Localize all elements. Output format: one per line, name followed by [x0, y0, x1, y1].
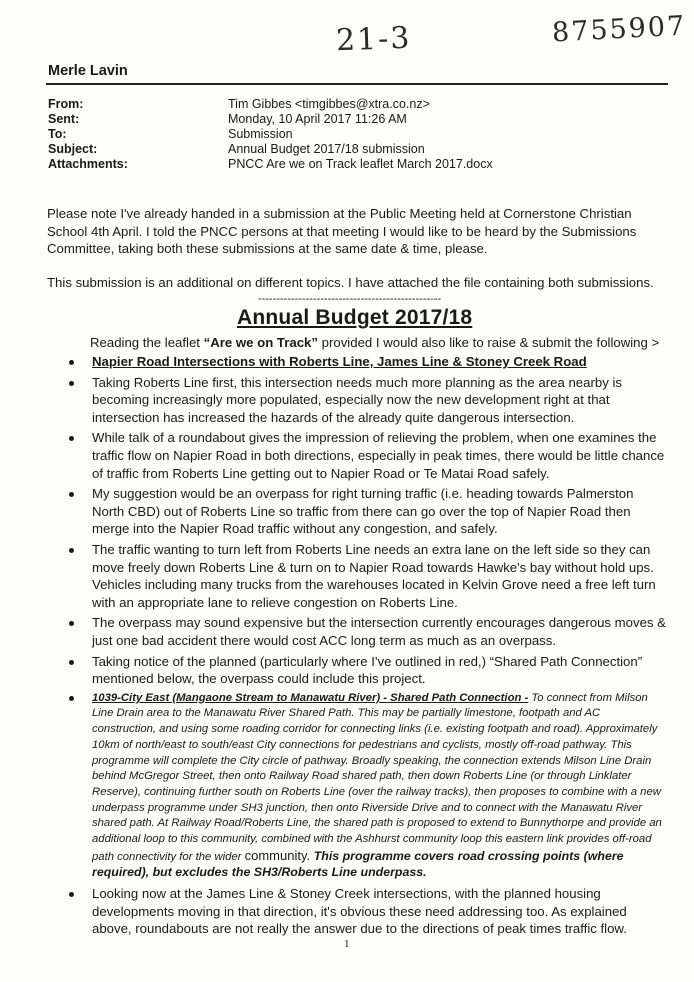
bullet-icon — [69, 621, 74, 626]
bullet-text: My suggestion would be an overpass for right turning traffic (i.e. heading towards Palmerston North CBD) out of Roberts Line so traffic from there can go over the top of Napier Road then merge into the Napier Road traffic without any congestion, and safely. — [92, 486, 634, 537]
from-value[interactable]: Tim Gibbes <timgibbes@xtra.co.nz> — [228, 97, 430, 111]
separator-dashes: -------------------------------------------------- — [258, 293, 442, 305]
list-item — [55, 374, 667, 427]
sent-label: Sent: — [48, 112, 80, 126]
list-item — [55, 885, 667, 938]
document-title: Annual Budget 2017/18 — [237, 306, 473, 329]
header-subject-row — [48, 142, 668, 157]
header-rule — [46, 83, 668, 85]
bullet-text: The overpass may sound expensive but the intersection currently encourages dangerous moves & just one bad accident there would cost ACC long term as much as an overpass. — [92, 615, 666, 648]
bullet-text: Taking Roberts Line first, this intersection needs much more planning as the area nearby is becoming increasingly more populated, especially now the new development right at that intersection has increased the hazards of the already quite dangerous intersection. — [92, 374, 622, 425]
subject-value: Annual Budget 2017/18 submission — [228, 142, 425, 156]
bullet-icon — [69, 381, 74, 386]
shared-path-text: To connect from Milson Line Drain area to the Manawatu River Shared Path. This may be partially limestone, footpath and AC construction, and using some roading corridor for connecting links (i.e. existing footpath and road). Approximately 10km of north/east to south/east City connections for pedestrians and cyclists, mostly off-road pathway. This programme will complete the City circle of pathway. Broadly speaking, the connection extends Milson Line Drain behind McGregor Street, then onto Railway Road shared path, then down Roberts Line (or through Linklater Reserve), continuing further south on Roberts Line (over the railway tracks), then proposes to combine with a new underpass programme under SH3 junction, then onto Riverside Drive and to connect with the Manawatu River shared path. At Railway Road/Roberts Line, the shared path is proposed to extend to Bunnythorpe and provide an additional loop to this community, combined with the Ashhurst community loop this eastern link provides off-road path connectivity for the wider — [92, 691, 662, 863]
handwritten-number: 8755907 — [551, 10, 687, 49]
paragraph-additional: This submission is an additional on different topics. I have attached the file containing both submissions. — [47, 275, 654, 290]
header-sent-row — [48, 112, 668, 127]
list-item — [55, 691, 667, 882]
list-item — [55, 614, 667, 649]
intro-line — [90, 335, 659, 350]
bullet-heading: Napier Road Intersections with Roberts Line, James Line & Stoney Creek Road — [92, 354, 587, 369]
page-number: 1 — [344, 938, 350, 950]
bullet-text: Looking now at the James Line & Stoney Creek intersections, with the planned housing developments moving in that direction, it's obvious these need addressing too. As explained above, roundabouts are not really the answer due to the directions of peak times traffic flow. — [92, 886, 627, 937]
shared-path-heading: 1039-City East (Mangaone Stream to Manawatu River) - Shared Path Connection - — [92, 691, 529, 704]
bullet-icon — [69, 696, 74, 701]
list-item — [55, 485, 667, 538]
header-to-row — [48, 127, 668, 142]
bullet-icon — [69, 360, 74, 365]
from-label: From: — [48, 97, 84, 111]
shared-path-tail: community. — [244, 847, 314, 863]
leaflet-name: “Are we on Track” — [203, 335, 318, 350]
shared-path-note: This programme covers road crossing points (where required), but excludes the SH3/Roberts Line underpass. — [92, 848, 624, 880]
sent-value: Monday, 10 April 2017 11:26 AM — [228, 112, 407, 126]
header-attachments-row — [48, 157, 668, 172]
bullet-icon — [69, 548, 74, 553]
subject-label: Subject: — [48, 142, 98, 156]
list-item — [55, 429, 667, 482]
bullet-icon — [69, 492, 74, 497]
to-label: To: — [48, 127, 67, 141]
handwritten-reference: 21-3 — [335, 20, 412, 59]
bullet-text: Taking notice of the planned (particularly where I've outlined in red,) “Shared Path Connection” mentioned below, the overpass could include this project. — [92, 653, 643, 687]
list-item — [55, 541, 667, 611]
bullet-list — [55, 353, 667, 941]
bullet-text: While talk of a roundabout gives the impression of relieving the problem, when one examines the traffic flow on Napier Road in both directions, especially in peak times, there would be little chance of traffic from Roberts Line getting out to Napier Road or Te Matai Road safely. — [92, 430, 665, 481]
bullet-icon — [69, 436, 74, 441]
list-item — [55, 653, 667, 688]
header-from-row — [48, 97, 668, 112]
list-item — [55, 353, 667, 371]
attachment-link[interactable]: PNCC Are we on Track leaflet March 2017.docx — [228, 157, 493, 171]
attachments-label: Attachments: — [48, 157, 128, 171]
paragraph-intro: Please note I've already handed in a submission at the Public Meeting held at Cornerstone Christian School 4th April. I told the PNCC persons at that meeting I would like to be heard by the Submissions Committee, taking both these submissions at the same date & time, please. — [47, 206, 637, 256]
bullet-text: The traffic wanting to turn left from Roberts Line needs an extra lane on the left side so they can move freely down Roberts Line & turn on to Napier Road towards Hawke's bay without hold ups. Vehicles including many trucks from the warehouses located in Kelvin Grove need a free left turn with an appropriate lane to relieve congestion on Roberts Line. — [92, 541, 656, 610]
bullet-icon — [69, 660, 74, 665]
intro-text-end: provided I would also like to raise & submit the following > — [317, 335, 660, 350]
bullet-icon — [69, 892, 74, 897]
intro-text: Reading the leaflet — [90, 335, 204, 350]
to-value: Submission — [228, 127, 293, 141]
sender-name: Merle Lavin — [48, 63, 128, 79]
